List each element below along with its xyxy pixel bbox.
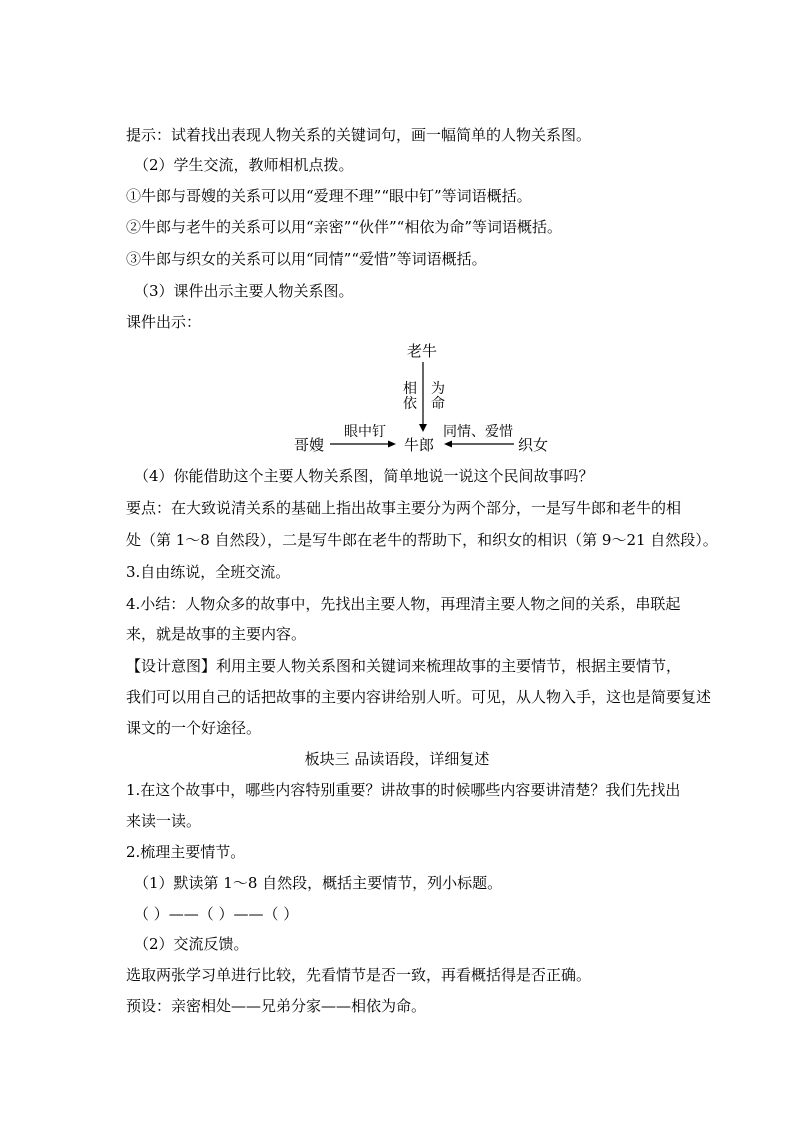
node-gesao: 哥嫂 bbox=[294, 436, 325, 454]
question-2-2-line: （2）交流反馈。 bbox=[134, 935, 249, 953]
question-2-1-line: （1）默读第 1～8 自然段，概括主要情节，列小标题。 bbox=[134, 874, 503, 892]
compare-line: 选取两张学习单进行比较，先看情节是否一致，再看概括得是否正确。 bbox=[126, 966, 592, 984]
label-right-col: 为命 bbox=[431, 381, 445, 412]
design-intent-line-1: 【设计意图】利用主要人物关系图和关键词来梳理故事的主要情节，根据主要情节， bbox=[126, 657, 682, 675]
design-intent-line-2: 我们可以用自己的话把故事的主要内容讲给别人听。可见，从人物入手，这也是简要复述 bbox=[126, 688, 712, 706]
ox-to-niulang-arrowhead bbox=[419, 424, 427, 432]
summary-line-2: 来，就是故事的主要内容。 bbox=[126, 625, 307, 643]
key-points-line-1: 要点：在大致说清关系的基础上指出故事主要分为两个部分，一是写牛郎和老牛的相 bbox=[126, 499, 682, 517]
hint-line: 提示：试着找出表现人物关系的关键词句，画一幅简单的人物关系图。 bbox=[126, 126, 592, 144]
design-intent-line-3: 课文的一个好途径。 bbox=[126, 719, 262, 737]
relation-3-line: ③牛郎与织女的关系可以用“同情”“爱惜”等词语概括。 bbox=[126, 250, 487, 268]
node-ox: 老牛 bbox=[407, 342, 438, 360]
step-2-line: （2）学生交流，教师相机点拨。 bbox=[134, 156, 354, 174]
node-niulang: 牛郎 bbox=[404, 436, 435, 454]
practice-line: 3.自由练说，全班交流。 bbox=[126, 563, 291, 581]
relation-2-line: ②牛郎与老牛的关系可以用“亲密”“伙伴”“相依为命”等词语概括。 bbox=[126, 218, 563, 236]
gesao-to-niulang-arrowhead bbox=[388, 441, 396, 448]
key-points-line-2: 处（第 1～8 自然段），二是写牛郎在老牛的帮助下，和织女的相识（第 9～21 自然段）。 bbox=[126, 531, 718, 549]
zhinv-to-niulang-arrowhead bbox=[444, 441, 452, 448]
question-1-line-1: 1.在这个故事中，哪些内容特别重要？讲故事的时候哪些内容要讲清楚？我们先找出 bbox=[126, 781, 681, 799]
relation-1-line: ①牛郎与哥嫂的关系可以用“爱理不理”“眼中钉”等词语概括。 bbox=[126, 187, 532, 205]
section-heading: 板块三 品读语段，详细复述 bbox=[304, 750, 490, 768]
label-gesao-relation: 眼中钉 bbox=[344, 424, 386, 440]
question-1-line-2: 来读一读。 bbox=[126, 812, 202, 830]
courseware-label: 课件出示： bbox=[126, 313, 202, 331]
blank-fill-line: （ ）——（ ）——（ ） bbox=[134, 905, 299, 923]
summary-line-1: 4.小结：人物众多的故事中，先找出主要人物，再理清主要人物之间的关系，串联起 bbox=[126, 595, 681, 613]
question-2-line: 2.梳理主要情节。 bbox=[126, 843, 246, 861]
step-3-line: （3）课件出示主要人物关系图。 bbox=[134, 282, 354, 300]
node-zhinv: 织女 bbox=[518, 436, 549, 454]
step-4-line: （4）你能借助这个主要人物关系图，简单地说一说这个民间故事吗？ bbox=[134, 467, 594, 485]
label-left-col: 相依 bbox=[403, 381, 417, 412]
preset-line: 预设：亲密相处——兄弟分家——相依为命。 bbox=[126, 997, 427, 1015]
label-zhinv-relation: 同情、爱惜 bbox=[443, 424, 513, 440]
